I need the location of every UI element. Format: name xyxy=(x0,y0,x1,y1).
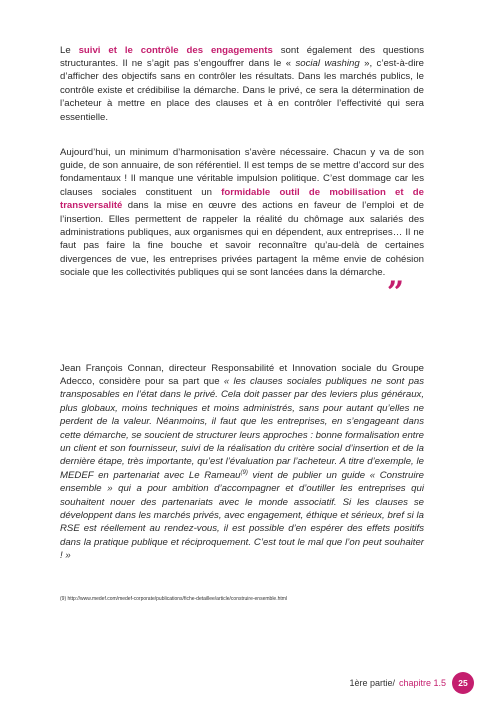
quote-text: vient de publier un guide « Construire ensemble » qui a pour ambition d’accompagner et d’outiller les entreprises qui souhaitent nouer des partenariats avec le monde associatif. Si les clauses se développent dans les marchés privés, avec engagement, éthique et sérieux, bref si la RSE est réellement au rendez-vous, il est possible d’en espérer des effets positifs dans la pratique publique et réciproquement. C’est tout le mal que l’on peut souhaiter ! » xyxy=(60,469,424,562)
text: », c’est-à-dire d’afficher des objectifs sans en contrôler les résultats. Dans les marchés publics, le contrôle existe et crédibilise la démarche. Dans le privé, ce sera la détermination de l’acheteur à mettre en place des clauses et à en contrôler l’effectivité qui sera essentielle. xyxy=(60,58,424,123)
footnote: (9) http://www.medef.com/medef-corporate/publications/fiche-detaillee/article/construire-ensemble.html xyxy=(60,596,288,602)
paragraph-harmonisation xyxy=(60,146,425,294)
highlight-mobilisation: formidable outil de mobilisation et de transversalité xyxy=(60,186,425,212)
footnote-ref[interactable]: (9) xyxy=(240,469,248,476)
text: Aujourd’hui, un minimum d’harmonisation s’avère nécessaire. Chacun y va de son guide, de son annuaire, de son référentiel. Il est temps de se mettre d’accord sur des fondamentaux ! Il manque une véritable impulsion politique. C’est dommage car les clauses sociales constituent un xyxy=(60,146,424,198)
highlight-followup: suivi et le contrôle des engagements xyxy=(78,44,273,56)
quote xyxy=(60,376,424,561)
paragraph-followup xyxy=(60,44,424,124)
text: dans la mise en œuvre des actions en faveur de l’emploi et de l’insertion. Elles permettent de rappeler la réalité du chômage aux salariés des administrations publiques, aux organismes qui en dépendent, aux entreprises… Il ne faut pas faire la fine bouche et savoir reconnaître qu’au-delà de certaines divergences de vue, les entreprises privées partagent la même envie de cohésion sociale que les collectivités publiques qui se sont lancées dans la démarche. xyxy=(60,200,424,279)
quote-text: « les clauses sociales publiques ne sont pas transposables en l’état dans le privé. Cela doit passer par des leviers plus généraux, plus globaux, moins techniques et moins administrés, sans pour autant qu’elles ne perdent de la valeur. Néanmoins, il faut que les entreprises, en s’engageant dans cette démarche, se soucient de structurer leurs approches : bonne formalisation entre un client et son fournisseur, suivi de la réalisation du critère social d’insertion et de la dernière étape, très importante, qu’est l’évaluation par l’acheteur. A titre d’exemple, le MEDEF en partenariat avec Le Rameau xyxy=(60,376,424,481)
text: Le xyxy=(60,44,79,56)
paragraph-adecco-quote xyxy=(60,362,424,563)
page-footer xyxy=(349,672,474,694)
footer-chapter: chapitre 1.5 xyxy=(398,678,446,688)
closing-quote-icon: „ xyxy=(387,258,405,294)
footer-part: 1ère partie/ xyxy=(349,678,395,688)
text: sont également des questions structurantes. Il ne s’agit pas s’engouffrer dans le « xyxy=(60,44,424,69)
text: Jean François Connan, directeur Responsabilité et Innovation sociale du Groupe Adecco, considère pour sa part que xyxy=(60,362,424,387)
page-number-badge: 25 xyxy=(452,672,474,694)
term-social-washing: social washing xyxy=(295,58,360,69)
